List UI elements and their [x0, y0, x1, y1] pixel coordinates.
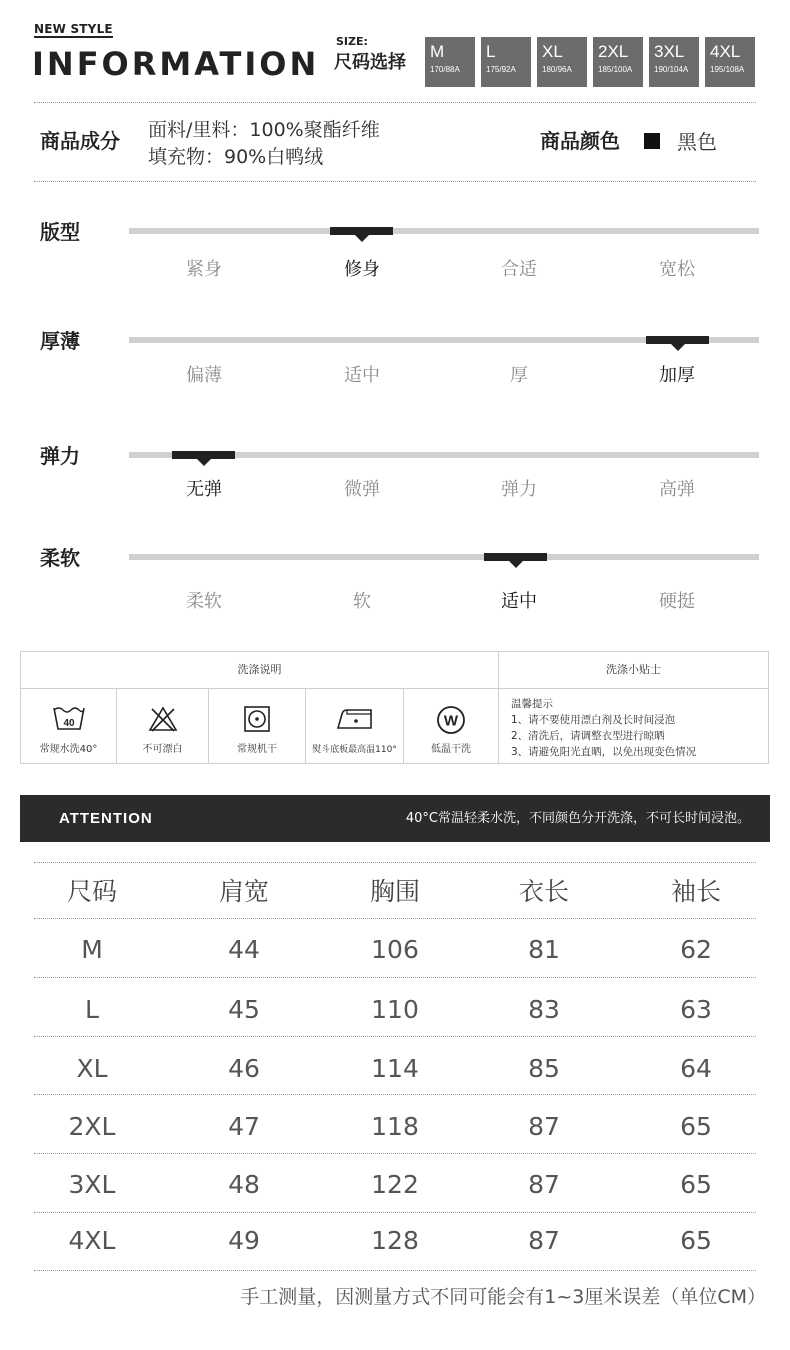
scale-track-fit — [129, 228, 759, 234]
wash-40-text: 40 — [62, 718, 75, 729]
divider — [34, 918, 756, 919]
table-cell: 49 — [228, 1226, 260, 1255]
table-cell: 114 — [371, 1054, 419, 1083]
table-header: 肩宽 — [218, 877, 269, 906]
wash-40-icon — [52, 705, 86, 731]
scale-option: 硬挺 — [659, 591, 695, 612]
table-cell: L — [85, 995, 99, 1024]
color-swatch — [644, 133, 660, 149]
divider — [34, 102, 756, 103]
wash-tip: 1、请不要使用漂白剂及长时间浸泡 — [511, 714, 676, 726]
divider — [34, 1094, 756, 1095]
size-name: 3XL — [654, 42, 685, 61]
scale-option: 修身 — [344, 259, 380, 280]
size-measure: 180/96A — [542, 65, 572, 74]
table-cell: 110 — [371, 995, 419, 1024]
table-cell: 65 — [680, 1170, 712, 1199]
wash-item — [209, 689, 305, 764]
size-option-4xl[interactable] — [705, 37, 755, 87]
scale-label-thickness: 厚薄 — [40, 329, 80, 353]
divider — [34, 1036, 756, 1037]
size-name: XL — [542, 42, 563, 61]
table-cell: 65 — [680, 1112, 712, 1141]
scale-option: 无弹 — [186, 479, 222, 500]
attention-title: ATTENTION — [59, 810, 153, 827]
size-name: L — [486, 42, 496, 61]
divider — [34, 862, 756, 863]
scale-option: 紧身 — [186, 259, 222, 280]
iron-icon — [335, 705, 375, 731]
wash-item — [117, 689, 208, 764]
table-cell: 106 — [371, 935, 419, 964]
wash-item-label: 常规水洗40° — [39, 744, 98, 755]
table-cell: 48 — [228, 1170, 260, 1199]
table-cell: 46 — [228, 1054, 260, 1083]
scale-option: 宽松 — [659, 259, 695, 280]
size-measure: 195/108A — [710, 65, 745, 74]
table-header: 胸围 — [369, 877, 420, 906]
divider — [34, 1212, 756, 1213]
table-cell: 64 — [680, 1054, 712, 1083]
scale-marker-thickness — [646, 336, 709, 344]
table-cell: 3XL — [68, 1170, 116, 1199]
size-option-2xl[interactable] — [593, 37, 643, 87]
table-cell: 85 — [528, 1054, 560, 1083]
table-cell: 83 — [528, 995, 560, 1024]
divider — [34, 1270, 756, 1271]
wash-item-label: 不可漂白 — [142, 744, 183, 755]
size-name: 4XL — [710, 42, 741, 61]
no-bleach-icon — [148, 705, 178, 733]
scale-option: 适中 — [501, 591, 537, 612]
table-header: 尺码 — [66, 877, 117, 906]
wash-tips — [511, 696, 696, 760]
size-option-l[interactable] — [481, 37, 531, 87]
table-cell: 2XL — [68, 1112, 116, 1141]
divider — [34, 977, 756, 978]
scale-option: 软 — [353, 591, 371, 612]
color-label: 商品颜色 — [540, 129, 620, 153]
table-cell: 45 — [228, 995, 260, 1024]
divider — [498, 688, 499, 763]
scale-option: 柔软 — [186, 591, 222, 612]
divider — [34, 181, 756, 182]
scale-option: 偏薄 — [186, 365, 222, 386]
wash-item — [21, 689, 116, 764]
composition-fabric: 面料/里料：100%聚酯纤维 — [148, 119, 380, 141]
scale-track-softness — [129, 554, 759, 560]
size-measure: 175/92A — [486, 65, 516, 74]
table-cell: 62 — [680, 935, 712, 964]
wash-item — [404, 689, 498, 764]
scale-label-fit: 版型 — [40, 220, 80, 244]
wash-item — [306, 689, 403, 764]
scale-option: 适中 — [344, 365, 380, 386]
tumble-dry-icon — [243, 705, 271, 733]
size-measure: 170/88A — [430, 65, 460, 74]
table-cell: 63 — [680, 995, 712, 1024]
divider — [34, 1153, 756, 1154]
composition-label: 商品成分 — [40, 129, 120, 153]
size-options — [425, 37, 755, 87]
table-cell: 87 — [528, 1112, 560, 1141]
table-cell: M — [81, 935, 103, 964]
scale-option: 厚 — [510, 365, 528, 386]
measurement-note: 手工测量，因测量方式不同可能会有1~3厘米误差（单位CM） — [240, 1286, 766, 1308]
wash-header: 洗涤说明 — [21, 652, 499, 689]
scale-option: 弹力 — [501, 479, 537, 500]
size-measure: 185/100A — [598, 65, 633, 74]
scale-label-softness: 柔软 — [40, 546, 80, 570]
scale-marker-elasticity — [172, 451, 235, 459]
table-header: 衣长 — [518, 877, 569, 906]
table-cell: 87 — [528, 1170, 560, 1199]
size-option-xl[interactable] — [537, 37, 587, 87]
dry-clean-w-text: W — [443, 712, 459, 730]
wash-instructions-table — [20, 651, 769, 764]
wash-item-label: 熨斗底板最高温110° — [312, 745, 397, 755]
size-option-m[interactable] — [425, 37, 475, 87]
table-cell: 47 — [228, 1112, 260, 1141]
page-title: INFORMATION — [32, 45, 320, 83]
table-cell: 128 — [371, 1226, 419, 1255]
wash-tips-title: 温馨提示 — [511, 698, 553, 710]
table-cell: 81 — [528, 935, 560, 964]
wash-item-label: 常规机干 — [237, 744, 277, 755]
size-measure: 190/104A — [654, 65, 689, 74]
wash-tip: 2、清洗后，请调整衣型进行晾晒 — [511, 730, 665, 742]
dry-clean-w-icon — [436, 705, 466, 735]
scale-option: 合适 — [501, 259, 537, 280]
size-label: SIZE: — [336, 35, 368, 48]
table-cell: 118 — [371, 1112, 419, 1141]
wash-item-label: 低温干洗 — [431, 744, 471, 755]
wash-tip: 3、请避免阳光直晒，以免出现变色情况 — [511, 746, 697, 758]
wash-tips-header: 洗涤小贴士 — [499, 652, 768, 689]
attention-message: 40°C常温轻柔水洗，不同颜色分开洗涤，不可长时间浸泡。 — [405, 811, 750, 826]
scale-option: 加厚 — [659, 365, 695, 386]
scale-label-elasticity: 弹力 — [40, 444, 80, 468]
table-cell: 65 — [680, 1226, 712, 1255]
composition-filling: 填充物：90%白鸭绒 — [148, 146, 324, 168]
table-header: 袖长 — [670, 877, 721, 906]
table-cell: 122 — [371, 1170, 419, 1199]
color-value: 黑色 — [677, 130, 717, 154]
table-cell: 4XL — [68, 1226, 116, 1255]
table-cell: 87 — [528, 1226, 560, 1255]
size-select-label: 尺码选择 — [334, 52, 406, 73]
scale-marker-softness — [484, 553, 547, 561]
new-style-label: NEW STYLE — [34, 22, 113, 36]
scale-marker-fit — [330, 227, 393, 235]
scale-option: 微弹 — [344, 479, 380, 500]
size-name: M — [430, 42, 445, 61]
table-cell: XL — [76, 1054, 108, 1083]
size-option-3xl[interactable] — [649, 37, 699, 87]
scale-option: 高弹 — [659, 479, 695, 500]
attention-banner — [20, 795, 770, 842]
size-name: 2XL — [598, 42, 629, 61]
table-cell: 44 — [228, 935, 260, 964]
